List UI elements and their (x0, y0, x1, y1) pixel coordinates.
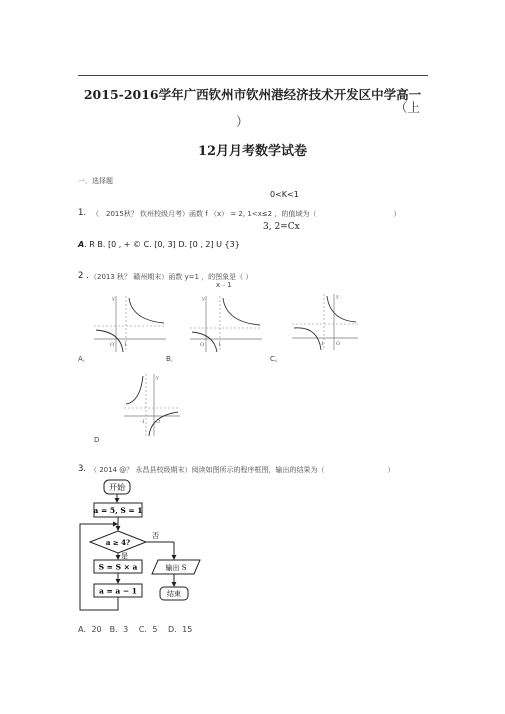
flow-no-label: 否 (152, 532, 159, 540)
title-paren-close: ） (236, 114, 249, 129)
q1-answer-mark: A (78, 240, 85, 249)
svg-text:O: O (156, 419, 161, 425)
flow-end-label: 结束 (167, 590, 181, 598)
svg-text:O: O (200, 342, 205, 348)
graph-c (288, 292, 360, 352)
q1-piece: 3, 2=Cx (263, 222, 300, 232)
graph-d (120, 372, 182, 438)
svg-text:-1: -1 (319, 341, 324, 347)
svg-text:y: y (156, 375, 159, 381)
svg-text:O: O (336, 341, 341, 347)
q2-option-a: A． (78, 355, 90, 363)
flow-yes-label: 是 (121, 552, 128, 560)
q2-denominator: x﹣1 (216, 281, 232, 289)
q2-option-b: B． (166, 355, 178, 363)
svg-text:y: y (202, 296, 205, 302)
svg-text:1: 1 (218, 342, 222, 348)
title-paren-open: （上 (395, 100, 421, 115)
flowchart (74, 476, 224, 616)
q1-number: 1. (78, 208, 87, 218)
svg-text:y: y (336, 294, 339, 300)
q2-option-d: D (94, 436, 100, 444)
page-subtitle: 12月月考数学试卷 (197, 144, 308, 159)
flow-output-label: 输出 S (165, 564, 187, 572)
q1-condition: 0<K<1 (270, 190, 299, 199)
svg-text:-1: -1 (140, 419, 145, 425)
flow-cond-label: a ≥ 4? (105, 538, 131, 547)
q1-options: . R B. [0 , + © C. [0, 3] D. [0 , 2] U {3} (84, 240, 240, 249)
q1-stem: （ 2015秋？ 钦州校级月考）函数 f （x） = 2, 1<x≤2 ，的值域为（ ） (92, 210, 401, 218)
flow-multiply-label: S = S × a (98, 562, 138, 572)
q3-number: 3. (78, 464, 87, 474)
q1-options-line (78, 240, 240, 249)
page-title: 2015-2016学年广西钦州市钦州港经济技术开发区中学高一 (83, 87, 422, 102)
flow-start-label: 开始 (109, 483, 125, 492)
q2-option-c: C。 (270, 355, 282, 363)
q3-stem: （ 2014 @？ 永昌县校级期末）阅读如图所示的程序框图，输出的结果为（ ） (90, 466, 395, 474)
svg-text:1: 1 (124, 342, 128, 348)
flow-init-label: a = 5, S = 1 (93, 506, 143, 515)
graph-a (88, 294, 168, 354)
svg-text:y: y (112, 296, 115, 302)
q3-options: A．20 B．3 C．5 D．15 (78, 625, 193, 634)
graph-b (184, 294, 264, 354)
q2-stem: （2013 秋？ 赣州期末）函数 y=1 ，的图象是（ ） (90, 273, 253, 281)
svg-text:O: O (110, 342, 115, 348)
header-rule (78, 75, 428, 76)
q2-number: 2 . (78, 271, 89, 281)
flow-decrement-label: a = a − 1 (99, 586, 137, 596)
section-label: 一．选择题 (78, 177, 113, 185)
